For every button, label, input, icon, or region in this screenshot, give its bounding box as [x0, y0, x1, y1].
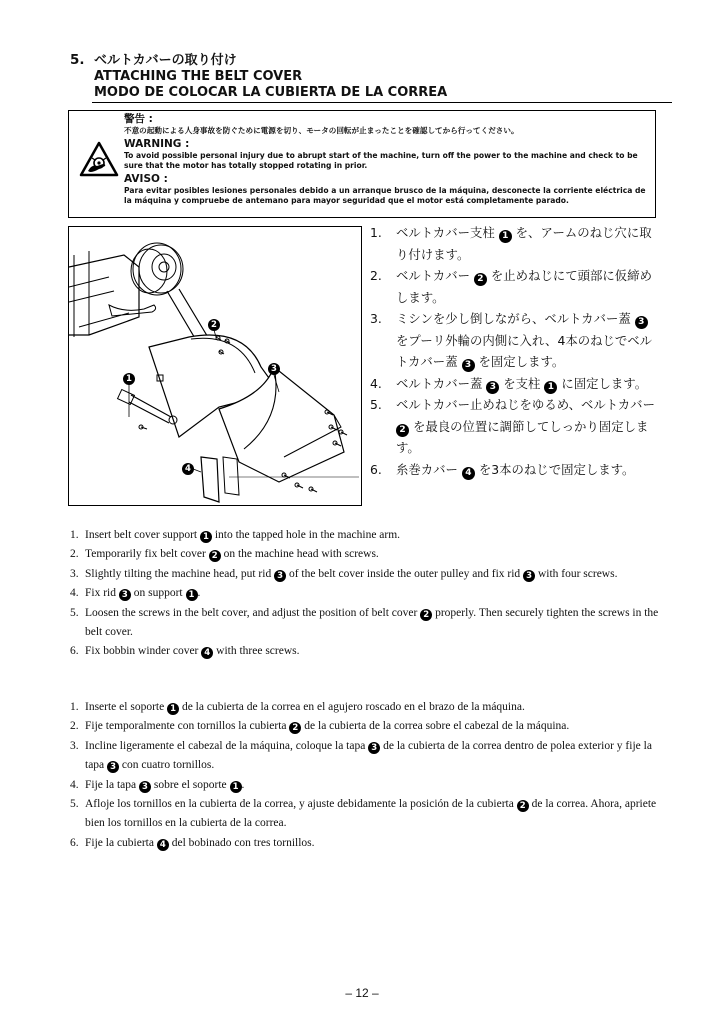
page-number: – 12 – — [345, 986, 379, 1000]
list-item: 1. Inserte el soporte 1 de la cubierta de la correa en el agujero roscado en el brazo de la máquina. — [70, 701, 525, 714]
marker-1: 1 — [499, 230, 512, 243]
marker-2: 2 — [396, 424, 409, 437]
section-number: 5. — [70, 52, 85, 68]
list-item: 6. Fije la cubierta 4 del bobinado con tres tornillos. — [70, 836, 315, 850]
steps-spanish — [68, 698, 668, 853]
heading-rule — [92, 102, 672, 103]
list-item: 3. ミシンを少し倒しながら、ベルトカバー蓋 3 をプーリ外輪の内側に入れ、4本のねじでベルトカバー蓋 3 を固定します。 — [370, 311, 653, 370]
list-item: 3. Slightly tilting the machine head, put rid 3 of the belt cover inside the outer pulley and fix rid 3 with four screws. — [70, 567, 618, 581]
warning-text — [124, 113, 649, 206]
warning-title-en: WARNING : — [124, 138, 190, 150]
list-item: 5. Loosen the screws in the belt cover, and adjust the position of belt cover 2 properly. Then securely tighten the screws in the belt cover. — [70, 606, 659, 639]
warning-text-jp: 不意の起動による人身事故を防ぐために電源を切り、モータの回転が止まったことを確認してから行ってください。 — [124, 126, 519, 135]
steps-japanese — [368, 222, 658, 480]
list-item: 1. ベルトカバー支柱 1 を、アームのねじ穴に取り付けます。 — [370, 225, 652, 262]
heading-title-en: ATTACHING THE BELT COVER — [94, 69, 303, 84]
list-item: 4. Fix rid 3 on support 1 . — [70, 587, 201, 601]
figure-callout-2: 2 — [208, 319, 220, 331]
warning-title-jp: 警告 : — [124, 113, 153, 125]
marker-1: 1 — [186, 589, 198, 601]
marker-2: 2 — [289, 722, 301, 734]
marker-2: 2 — [474, 273, 487, 286]
marker-3: 3 — [368, 742, 380, 754]
hand-pinch-warning-icon — [79, 141, 119, 177]
list-item: 6. 糸巻カバー 4 を3本のねじで固定します。 — [370, 461, 635, 478]
marker-1: 1 — [544, 381, 557, 394]
list-item: 1. Insert belt cover support 1 into the tapped hole in the machine arm. — [70, 529, 401, 542]
heading-title-jp: ベルトカバーの取り付け — [94, 53, 237, 68]
list-item: 5. Afloje los tornillos en la cubierta de la correa, y ajuste debidamente la posición de la cubierta 2 de la correa. Ahora, apriete bien los tornillos en la cubierta de la correa. — [70, 798, 657, 830]
marker-3: 3 — [107, 761, 119, 773]
list-item: 5. ベルトカバー止めねじをゆるめ、ベルトカバー 2 を最良の位置に調節してしっかり固定します。 — [370, 397, 655, 455]
marker-2: 2 — [517, 800, 529, 812]
marker-4: 4 — [157, 839, 169, 851]
warning-box — [68, 110, 656, 218]
warning-text-en: To avoid possible personal injury due to abrupt start of the machine, turn off the power to the machine and check to be sure that the motor has totally stopped rotating in prior. — [124, 151, 638, 170]
steps-english — [68, 526, 668, 662]
marker-2: 2 — [209, 550, 221, 562]
figure-callout-3: 3 — [268, 363, 280, 375]
marker-3: 3 — [119, 589, 131, 601]
marker-2: 2 — [420, 609, 432, 621]
warning-title-es: AVISO : — [124, 173, 168, 185]
marker-3: 3 — [486, 381, 499, 394]
figure-callout-4: 4 — [182, 463, 194, 475]
list-item: 4. Fije la tapa 3 sobre el soporte 1 . — [70, 778, 245, 792]
list-item: 2. Fije temporalmente con tornillos la cubierta 2 de la cubierta de la correa sobre el cabezal de la máquina. — [70, 720, 570, 734]
list-item: 3. Incline ligeramente el cabezal de la máquina, coloque la tapa 3 de la cubierta de la correa dentro de polea exterior y fije la tapa 3 con cuatro tornillos. — [70, 739, 652, 773]
marker-4: 4 — [462, 467, 475, 480]
marker-3: 3 — [635, 316, 648, 329]
marker-3: 3 — [139, 781, 151, 793]
belt-cover-illustration — [68, 226, 362, 506]
marker-1: 1 — [200, 531, 212, 543]
marker-1: 1 — [230, 781, 242, 793]
list-item: 6. Fix bobbin winder cover 4 with three screws. — [70, 645, 300, 659]
heading-jp-line — [70, 52, 670, 69]
marker-3: 3 — [462, 359, 475, 372]
marker-4: 4 — [201, 647, 213, 659]
list-item: 4. ベルトカバー蓋 3 を支柱 1 に固定します。 — [370, 375, 648, 392]
list-item: 2. Temporarily fix belt cover 2 on the machine head with screws. — [70, 548, 379, 562]
marker-3: 3 — [523, 570, 535, 582]
marker-3: 3 — [274, 570, 286, 582]
warning-text-es: Para evitar posibles lesiones personales debido a un arranque brusco de la máquina, desconecte la corriente eléctrica de la máquina y compruebe de antemano para mayor seguridad que el motor está completamente parado. — [124, 186, 646, 205]
marker-1: 1 — [167, 703, 179, 715]
heading-title-es: MODO DE COLOCAR LA CUBIERTA DE LA CORREA — [94, 85, 448, 100]
list-item: 2. ベルトカバー 2 を止めねじにて頭部に仮締めします。 — [370, 268, 652, 305]
section-heading — [70, 52, 670, 101]
figure-callout-1: 1 — [123, 373, 135, 385]
